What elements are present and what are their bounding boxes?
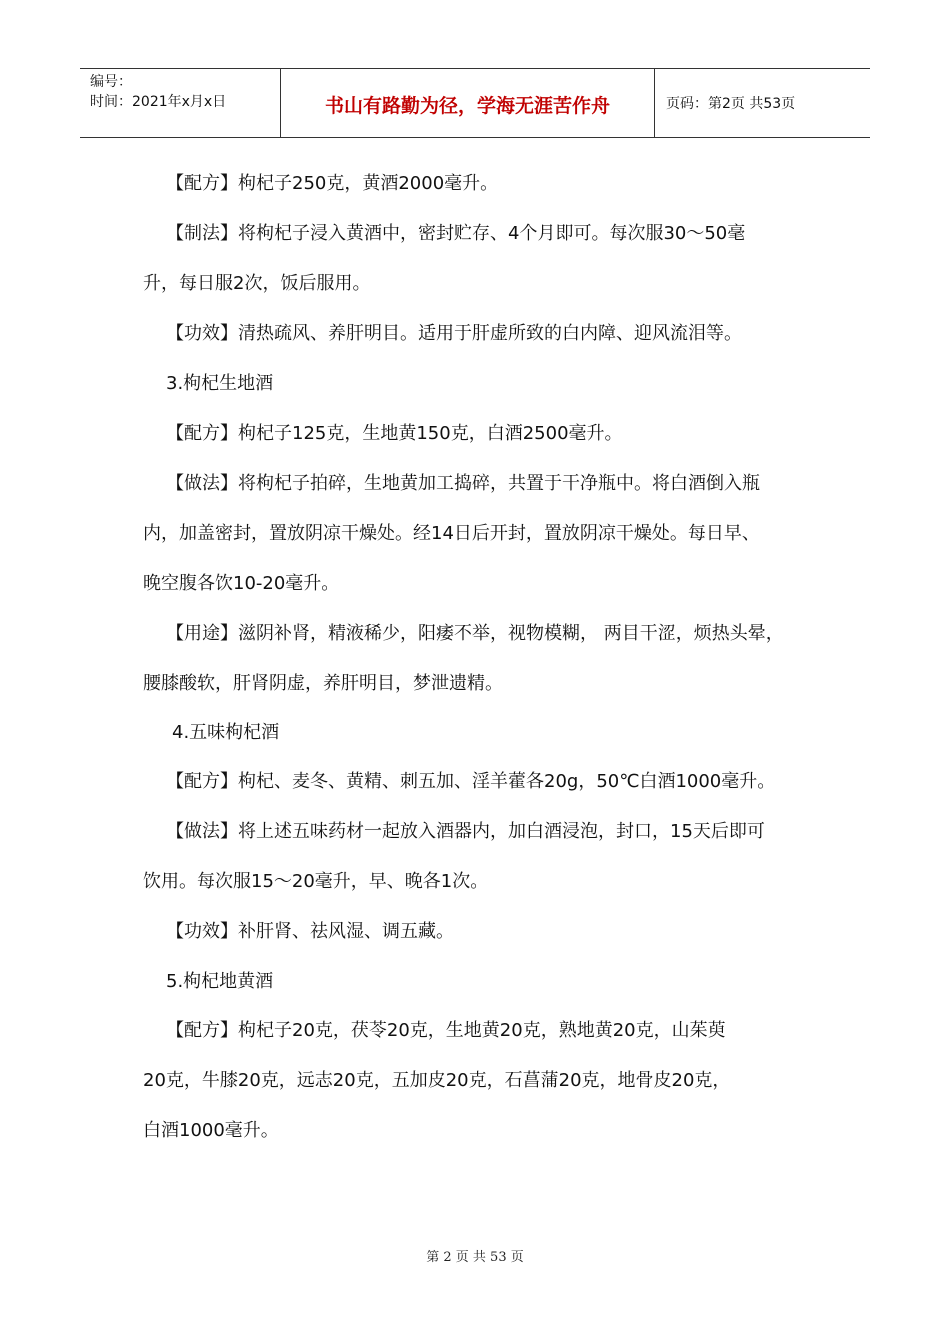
recipe-line: 【配方】枸杞子125克，生地黄150克，白酒2500毫升。 xyxy=(166,423,623,444)
header-page-cell xyxy=(654,69,870,137)
recipe-line: 【做法】将枸杞子拍碎，生地黄加工捣碎，共置于干净瓶中。将白酒倒入瓶 xyxy=(166,473,760,494)
header-motto: 书山有路勤为径，学海无涯苦作舟 xyxy=(324,95,610,117)
recipe-line: 【功效】清热疏风、养肝明目。适用于肝虚所致的白内障、迎风流泪等。 xyxy=(166,323,742,344)
recipe-line: 饮用。每次服15～20毫升，早、晚各1次。 xyxy=(143,871,489,892)
recipe-line: 内，加盖密封，置放阴凉干燥处。经14日后开封，置放阴凉干燥处。每日早、 xyxy=(143,523,760,544)
page-header xyxy=(80,68,870,138)
recipe-line: 【配方】枸杞、麦冬、黄精、刺五加、淫羊藿各20g，50℃白酒1000毫升。 xyxy=(166,771,776,792)
header-motto-cell xyxy=(280,69,655,137)
recipe-line: 20克，牛膝20克，远志20克，五加皮20克，石菖蒲20克，地骨皮20克， xyxy=(143,1070,731,1091)
section-heading: 4.五味枸杞酒 xyxy=(172,722,280,743)
document-time-label: 时间：2021年x月x日 xyxy=(90,94,227,110)
recipe-line: 【功效】补肝肾、祛风湿、调五藏。 xyxy=(166,921,454,942)
recipe-line: 腰膝酸软，肝肾阴虚，养肝明目，梦泄遗精。 xyxy=(143,673,503,694)
header-meta-cell xyxy=(80,69,280,137)
recipe-line: 【用途】滋阴补肾，精液稀少，阳痿不举，视物模糊， 两目干涩，烦热头晕， xyxy=(166,623,784,644)
document-number-label: 编号： xyxy=(90,74,132,90)
recipe-line: 【配方】枸杞子20克，茯苓20克，生地黄20克，熟地黄20克，山茱萸 xyxy=(166,1020,726,1041)
recipe-line: 升，每日服2次，饭后服用。 xyxy=(143,273,371,294)
recipe-line: 【做法】将上述五味药材一起放入酒器内，加白酒浸泡，封口，15天后即可 xyxy=(166,821,765,842)
page-footer: 第 2 页 共 53 页 xyxy=(426,1250,524,1265)
recipe-line: 【制法】将枸杞子浸入黄酒中，密封贮存、4个月即可。每次服30～50毫 xyxy=(166,223,746,244)
recipe-line: 晚空腹各饮10-20毫升。 xyxy=(143,573,340,594)
section-heading: 5.枸杞地黄酒 xyxy=(166,971,274,992)
recipe-line: 【配方】枸杞子250克，黄酒2000毫升。 xyxy=(166,173,499,194)
recipe-line: 白酒1000毫升。 xyxy=(143,1120,279,1141)
header-page-info: 页码：第2页 共53页 xyxy=(666,96,796,112)
section-heading: 3.枸杞生地酒 xyxy=(166,373,274,394)
